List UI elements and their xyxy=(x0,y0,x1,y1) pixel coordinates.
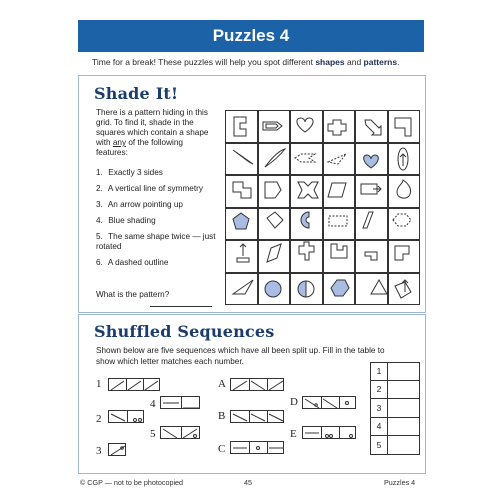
page-banner xyxy=(78,20,424,52)
row-number: 4 xyxy=(371,418,388,436)
grid-cell[interactable] xyxy=(388,175,421,208)
grid-cell[interactable] xyxy=(323,110,356,143)
strip-3 xyxy=(108,443,126,456)
grid-cell[interactable] xyxy=(225,273,258,306)
feature-6 xyxy=(96,258,218,268)
row-number: 5 xyxy=(371,436,388,454)
table-row[interactable] xyxy=(370,399,420,418)
intro-and: and xyxy=(344,57,364,67)
table-row[interactable] xyxy=(370,362,420,381)
strip-1 xyxy=(108,378,160,391)
sequences-instructions: Shown below are five sequences which have all been split up. Fill in the table to show which letter matches each number. xyxy=(96,346,385,366)
table-row[interactable] xyxy=(370,381,420,400)
footer-copyright: © CGP — not to be photocopied xyxy=(80,478,184,487)
feature-text: A vertical line of symmetry xyxy=(107,184,203,193)
feature-num: 5. xyxy=(96,232,103,241)
grid-cell[interactable] xyxy=(388,273,421,306)
grid-cell[interactable] xyxy=(323,143,356,176)
strip-A-marks xyxy=(231,379,285,392)
seq-number-3: 3 xyxy=(96,445,102,457)
seq-letter-B: B xyxy=(218,410,226,422)
strip-5-marks xyxy=(161,427,201,440)
sequences-title: Shuffled Sequences xyxy=(94,322,275,341)
feature-4 xyxy=(96,216,218,226)
grid-cell[interactable] xyxy=(355,273,388,306)
seq-letter-E: E xyxy=(290,428,297,440)
grid-cell[interactable] xyxy=(388,110,421,143)
seq-letter-C: C xyxy=(218,443,226,455)
grid-cell[interactable] xyxy=(323,175,356,208)
grid-cell[interactable] xyxy=(355,208,388,241)
table-row[interactable] xyxy=(370,418,420,437)
seq-number-5: 5 xyxy=(150,428,156,440)
strip-2 xyxy=(108,410,144,423)
feature-text: A dashed outline xyxy=(107,258,169,267)
intro-text xyxy=(92,57,399,67)
grid-cell[interactable] xyxy=(355,240,388,273)
grid-cell[interactable] xyxy=(290,208,323,241)
seq-letter-A: A xyxy=(218,378,226,390)
grid-cell[interactable] xyxy=(258,240,291,273)
strip-C xyxy=(230,441,284,454)
strip-4 xyxy=(160,396,200,409)
grid-cell[interactable] xyxy=(388,240,421,273)
grid-cell[interactable] xyxy=(225,208,258,241)
strip-D xyxy=(302,396,356,409)
grid-cell[interactable] xyxy=(290,273,323,306)
feature-text: The same shape twice — just rotated xyxy=(96,232,216,251)
table-row[interactable] xyxy=(370,436,420,455)
footer-section: Puzzles 4 xyxy=(384,478,416,487)
row-number: 1 xyxy=(371,363,388,380)
feature-num: 6. xyxy=(96,258,103,267)
strip-A xyxy=(230,378,284,391)
grid-cell[interactable] xyxy=(290,143,323,176)
footer-page-number: 45 xyxy=(244,478,252,487)
strip-4-marks xyxy=(161,397,201,410)
strip-3-marks xyxy=(109,444,127,457)
instruction-part-a: There is a pattern hiding in this grid. To find it, shade in the squares which contain a shape with xyxy=(96,108,209,147)
feature-num: 4. xyxy=(96,216,103,225)
intro-lead: Time for a break! These puzzles will help you spot different xyxy=(92,57,316,67)
grid-cell[interactable] xyxy=(355,143,388,176)
feature-2 xyxy=(96,184,218,194)
intro-end: . xyxy=(397,57,400,67)
feature-num: 2. xyxy=(96,184,103,193)
strip-B xyxy=(230,410,284,423)
intro-shapes: shapes xyxy=(315,57,345,67)
grid-cell[interactable] xyxy=(258,208,291,241)
seq-number-1: 1 xyxy=(96,378,102,390)
grid-cell[interactable] xyxy=(290,240,323,273)
shade-instructions xyxy=(96,108,216,158)
grid-cell[interactable] xyxy=(258,143,291,176)
instruction-any: any xyxy=(112,138,127,147)
grid-cell[interactable] xyxy=(225,143,258,176)
grid-cell[interactable] xyxy=(225,240,258,273)
feature-num: 1. xyxy=(96,168,103,177)
grid-cell[interactable] xyxy=(388,143,421,176)
shape-grid xyxy=(225,110,420,305)
grid-cell[interactable] xyxy=(323,208,356,241)
grid-cell[interactable] xyxy=(290,110,323,143)
strip-5 xyxy=(160,426,200,439)
strip-1-marks xyxy=(109,379,161,392)
feature-text: An arrow pointing up xyxy=(107,200,183,209)
grid-cell[interactable] xyxy=(323,273,356,306)
grid-cell[interactable] xyxy=(355,175,388,208)
strip-E xyxy=(302,426,356,439)
row-number: 2 xyxy=(371,381,388,399)
instruction-part-b: of the following features: xyxy=(96,138,183,157)
seq-number-4: 4 xyxy=(150,398,156,410)
strip-2-marks xyxy=(109,411,145,424)
answer-line[interactable] xyxy=(150,306,212,307)
seq-letter-D: D xyxy=(290,396,298,408)
feature-3 xyxy=(96,200,218,210)
grid-cell[interactable] xyxy=(355,110,388,143)
strip-E-marks xyxy=(303,427,357,440)
answer-table xyxy=(370,362,420,455)
grid-cell[interactable] xyxy=(258,273,291,306)
grid-cell[interactable] xyxy=(258,175,291,208)
strip-D-marks xyxy=(303,397,357,410)
page-title: Puzzles 4 xyxy=(212,26,290,45)
strip-B-marks xyxy=(231,411,285,424)
strip-C-marks xyxy=(231,442,285,455)
grid-cell[interactable] xyxy=(225,110,258,143)
shade-it-title: Shade It! xyxy=(94,84,179,103)
grid-cell[interactable] xyxy=(225,175,258,208)
feature-5 xyxy=(96,232,218,252)
feature-num: 3. xyxy=(96,200,103,209)
feature-1 xyxy=(96,168,218,178)
feature-text: Blue shading xyxy=(108,216,156,225)
row-number: 3 xyxy=(371,399,388,417)
seq-number-2: 2 xyxy=(96,413,102,425)
grid-cell[interactable] xyxy=(388,208,421,241)
intro-patterns: patterns xyxy=(363,57,398,67)
grid-cell[interactable] xyxy=(323,240,356,273)
grid-cell[interactable] xyxy=(258,110,291,143)
pattern-question: What is the pattern? xyxy=(96,290,170,299)
grid-cell[interactable] xyxy=(290,175,323,208)
feature-text: Exactly 3 sides xyxy=(108,168,163,177)
